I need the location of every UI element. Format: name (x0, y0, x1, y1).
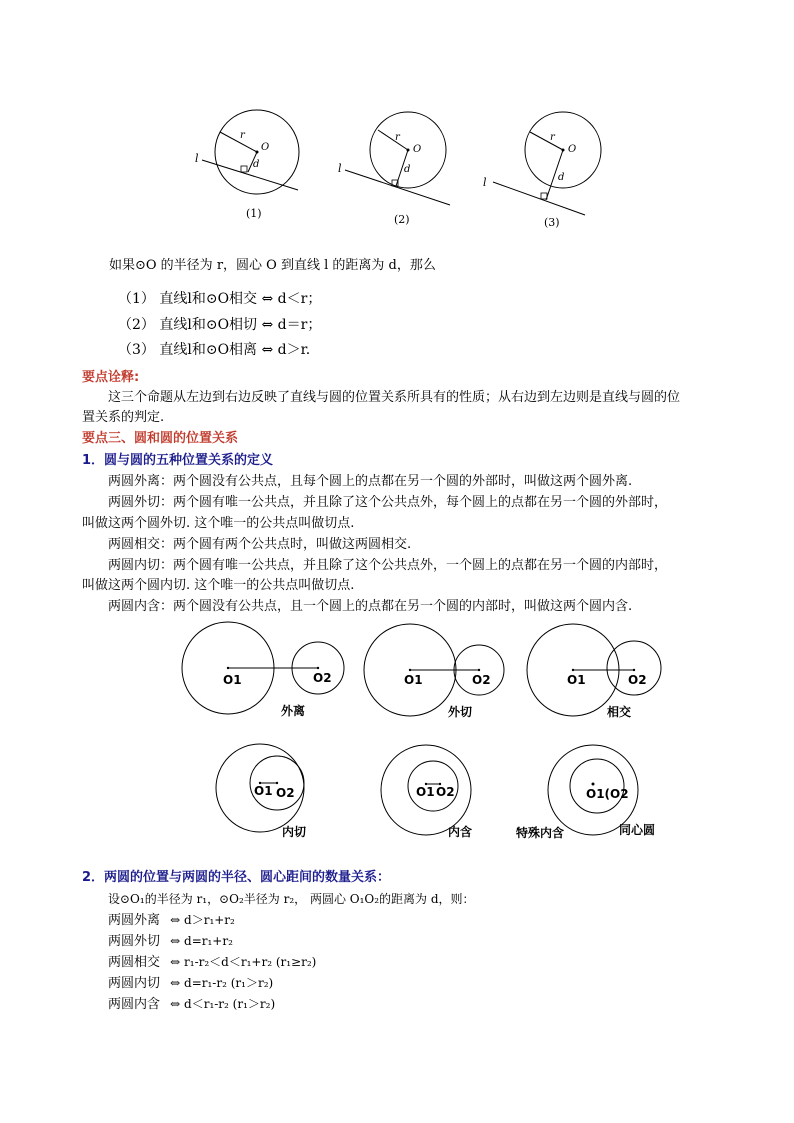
def-neiqie-2: 叫做这两个圆内切. 这个唯一的公共点叫做切点. (82, 578, 355, 593)
caption-waili: 外离 (281, 704, 306, 718)
label-o2: O2 (628, 673, 647, 687)
relation-formula: ⇔ d=r₁+r₂ (170, 934, 233, 948)
label-r: r (240, 130, 245, 141)
relation-row-neihan (108, 995, 275, 1014)
def-waiqie-1: 两圆外切：两个圆有唯一公共点，并且除了这个公共点外，每个圆上的点都在另一个圆的外部时， (108, 495, 668, 510)
sub2-setup: 设⊙O₁的半径为 r₁，⊙O₂半径为 r₂， 两圆心 O₁O₂的距离为 d，则： (108, 892, 475, 906)
label-o: O (568, 144, 577, 155)
intro-item-1: （1） 直线l和⊙O相交 ⇔ d＜r； (118, 291, 322, 307)
figure-tongxin (516, 745, 655, 840)
label-d: d (253, 159, 260, 170)
section3-title: 要点三、圆和圆的位置关系 (82, 431, 239, 446)
relation-formula: ⇔ d＞r₁+r₂ (170, 913, 235, 927)
relation-name: 两圆内含 (108, 997, 161, 1012)
figure-separate (483, 112, 601, 215)
caption-1: (1) (246, 207, 262, 220)
notes-title: 要点诠释: (82, 370, 140, 385)
relation-name: 两圆相交 (108, 955, 161, 970)
label-o2: O2 (436, 785, 455, 799)
relation-formula: ⇔ r₁-r₂＜d＜r₁+r₂ (r₁≥r₂) (170, 955, 317, 969)
label-o1: O1 (404, 673, 423, 687)
figure-neiqie (216, 744, 306, 839)
label-o: O (413, 144, 422, 155)
relation-name: 两圆外切 (108, 934, 161, 949)
caption-neiqie: 内切 (282, 825, 307, 839)
relation-row-waili (108, 911, 235, 930)
relation-name: 两圆外离 (108, 913, 161, 928)
label-o: O (261, 142, 270, 153)
caption-3: (3) (544, 216, 560, 229)
caption-waiqie: 外切 (448, 705, 473, 719)
figure-waili (182, 622, 344, 718)
label-l: l (195, 152, 199, 165)
relation-formula: ⇔ d=r₁-r₂ (r₁＞r₂) (170, 976, 274, 990)
figure-tangent (338, 112, 450, 205)
label-o2: O2 (313, 671, 332, 685)
relation-row-waiqie (108, 932, 233, 951)
label-r: r (395, 132, 400, 143)
notes-text-2: 置关系的判定. (82, 410, 165, 425)
label-d: d (404, 164, 411, 175)
label-o1o2: O1(O2 (586, 787, 629, 801)
label-r: r (550, 132, 555, 143)
relation-row-xiangjiao (108, 953, 316, 972)
caption-neihan: 内含 (448, 825, 473, 839)
intro-item-2: （2） 直线l和⊙O相切 ⇔ d＝r； (118, 317, 322, 333)
circle-circle-figures (178, 618, 678, 848)
relation-row-neiqie (108, 974, 273, 993)
label-o1: O1 (416, 785, 435, 799)
line-circle-figures (180, 100, 620, 240)
def-waili: 两圆外离：两个圆没有公共点，且每个圆上的点都在另一个圆的外部时，叫做这两个圆外离. (108, 474, 633, 489)
label-o1: O1 (254, 784, 273, 798)
figure-waiqie (364, 624, 504, 719)
label-o2: O2 (276, 786, 295, 800)
label-l: l (483, 176, 487, 189)
figure-xiangjiao (527, 624, 661, 719)
def-xiangjiao: 两圆相交：两个圆有两个公共点时，叫做这两圆相交. (108, 537, 412, 552)
label-o2: O2 (472, 673, 491, 687)
caption-tongxin: 同心圆 (619, 823, 656, 837)
relation-name: 两圆内切 (108, 976, 161, 991)
label-o1: O1 (567, 673, 586, 687)
label-o1: O1 (223, 673, 242, 687)
sub1-title: 1．圆与圆的五种位置关系的定义 (82, 453, 274, 468)
intro-sentence: 如果⊙O 的半径为 r，圆心 O 到直线 l 的距离为 d，那么 (109, 258, 436, 273)
label-d: d (558, 172, 565, 183)
relation-formula: ⇔ d＜r₁-r₂ (r₁＞r₂) (170, 997, 276, 1011)
intro-item-3: （3） 直线l和⊙O相离 ⇔ d＞r. (118, 342, 311, 358)
def-waiqie-2: 叫做这两个圆外切. 这个唯一的公共点叫做切点. (82, 516, 355, 531)
caption-xiangjiao: 相交 (607, 705, 632, 719)
caption-2: (2) (394, 213, 410, 226)
caption-teshu: 特殊内含 (516, 826, 565, 840)
notes-text-1: 这三个命题从左边到右边反映了直线与圆的位置关系所具有的性质；从右边到左边则是直线与圆的位 (108, 390, 681, 405)
figure-neihan (381, 745, 472, 839)
def-neiqie-1: 两圆内切：两个圆有唯一公共点，并且除了这个公共点外，一个圆上的点都在另一个圆的内部时， (108, 558, 668, 573)
def-neihan: 两圆内含：两个圆没有公共点，且一个圆上的点都在另一个圆的内部时，叫做这两个圆内含. (108, 599, 633, 614)
sub2-title: 2．两圆的位置与两圆的半径、圆心距间的数量关系： (82, 870, 391, 885)
label-l: l (338, 162, 342, 175)
figure-intersect (195, 110, 299, 194)
